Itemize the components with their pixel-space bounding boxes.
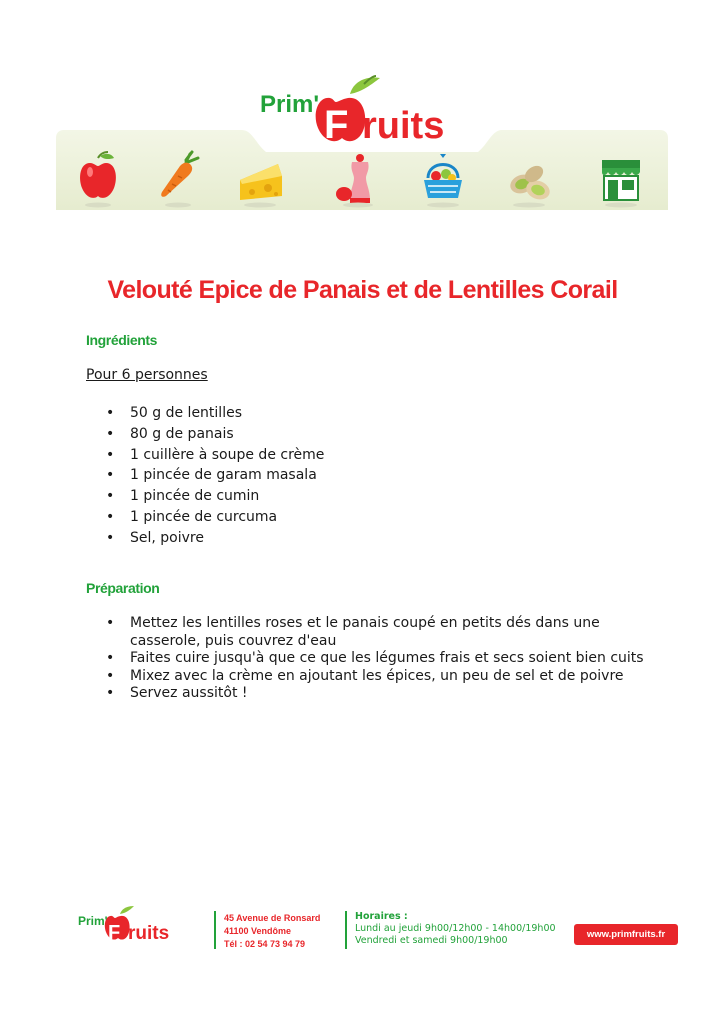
footer-divider (345, 911, 347, 949)
ingredients-list (130, 403, 324, 549)
servings-label: Pour 6 personnes (86, 367, 208, 383)
preparation-step: • Servez aussitôt ! (130, 685, 650, 703)
pepper-mill-icon (334, 150, 380, 208)
hours-title: Horaires : (355, 911, 408, 922)
cheese-icon (238, 150, 284, 208)
ingredients-heading: Ingrédients (86, 332, 158, 348)
preparation-steps (130, 615, 650, 703)
svg-text:Prim': Prim' (78, 914, 108, 928)
ingredient-item: • 1 pincée de curcuma (130, 507, 324, 528)
svg-text:ruits: ruits (362, 105, 445, 147)
ingredient-item: • 1 pincée de garam masala (130, 465, 324, 486)
preparation-step: • Faites cuire jusqu'à que ce que les légumes frais et secs soient bien cuits (130, 650, 650, 668)
ingredient-item: • 1 cuillère à soupe de crème (130, 445, 324, 466)
svg-text:ruits: ruits (128, 923, 170, 944)
address-line: 45 Avenue de Ronsard (224, 913, 321, 923)
preparation-heading: Préparation (86, 580, 160, 596)
preparation-step: • Mettez les lentilles roses et le panais coupé en petits dés dans une casserole, puis couvrez d'eau (130, 615, 650, 650)
carrot-icon (156, 150, 202, 208)
primfruits-footer-logo (78, 904, 184, 946)
fruit-basket-icon (420, 150, 466, 208)
svg-text:F: F (108, 922, 121, 944)
shop-icon (598, 150, 644, 208)
phone-number: Tél : 02 54 73 94 79 (224, 939, 306, 949)
ingredient-item: • 1 pincée de cumin (130, 486, 324, 507)
ingredient-item: • 50 g de lentilles (130, 403, 324, 424)
ingredient-item: • Sel, poivre (130, 528, 324, 549)
hours-weekdays: Lundi au jeudi 9h00/12h00 - 14h00/19h00 (355, 923, 556, 934)
website-link[interactable]: www.primfruits.fr (574, 924, 678, 945)
address-city: 41100 Vendôme (224, 926, 292, 936)
apple-icon (76, 150, 122, 208)
pistachio-icon (506, 150, 552, 208)
svg-text:Prim': Prim' (260, 91, 320, 118)
svg-text:F: F (324, 103, 349, 147)
footer-divider (214, 911, 216, 949)
hours-weekend: Vendredi et samedi 9h00/19h00 (355, 935, 508, 946)
recipe-title: Velouté Epice de Panais et de Lentilles Corail (107, 276, 618, 304)
preparation-step: • Mixez avec la crème en ajoutant les épices, un peu de sel et de poivre (130, 668, 650, 686)
ingredient-item: • 80 g de panais (130, 424, 324, 445)
